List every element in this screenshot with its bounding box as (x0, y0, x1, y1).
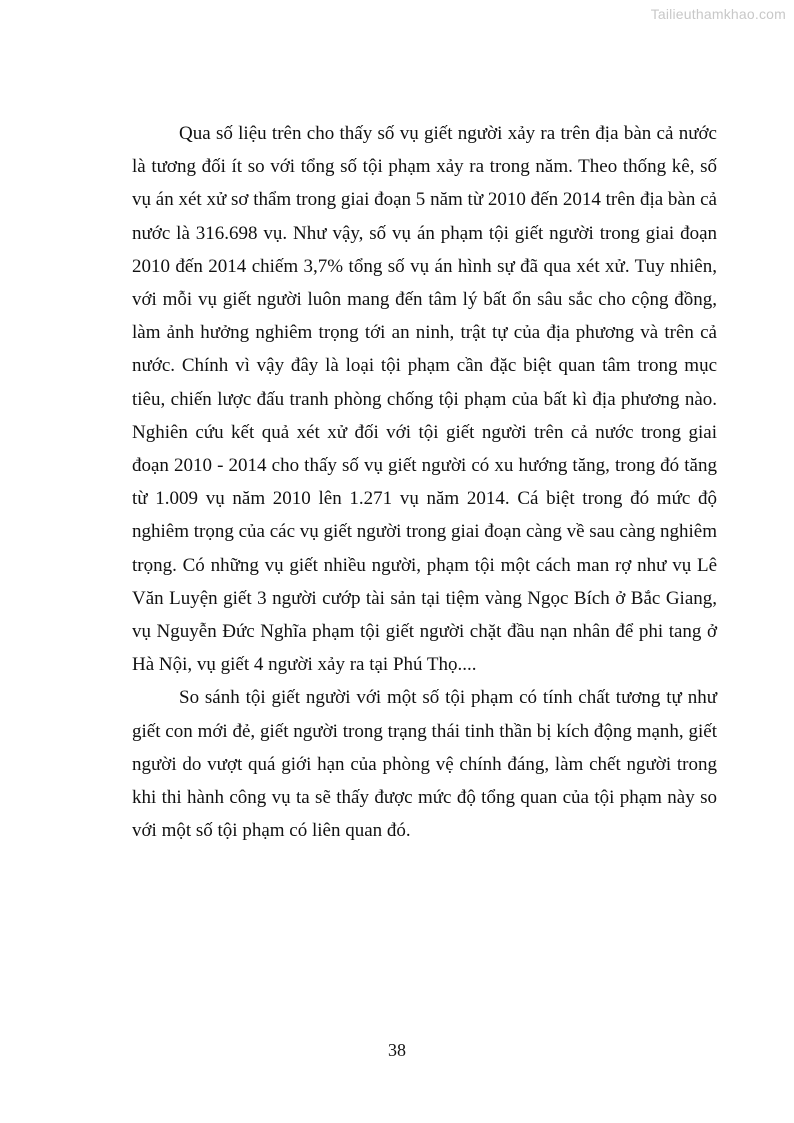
paragraph-comparison: So sánh tội giết người với một số tội phạm có tính chất tương tự như giết con mới đẻ, giết người trong trạng thái tinh thần bị kích động mạnh, giết người do vượt quá giới hạn của phòng vệ chính đáng, làm chết người trong khi thi hành công vụ ta sẽ thấy được mức độ tổng quan của tội phạm này so với một số tội phạm có liên quan đó. (132, 687, 717, 842)
paragraph-statistics: Qua số liệu trên cho thấy số vụ giết người xảy ra trên địa bàn cả nước là tương đối ít so với tổng số tội phạm xảy ra trong năm. Theo thống kê, số vụ án xét xử sơ thẩm trong giai đoạn 5 năm từ 2010 đến 2014 trên địa bàn cả nước là 316.698 vụ. Như vậy, số vụ án phạm tội giết người trong giai đoạn 2010 đến 2014 chiếm 3,7% tổng số vụ án hình sự đã qua xét xử. Tuy nhiên, với mỗi vụ giết người luôn mang đến tâm lý bất ổn sâu sắc cho cộng đồng, làm ảnh hưởng nghiêm trọng tới an ninh, trật tự của địa phương và trên cả nước. Chính vì vậy đây là loại tội phạm cần đặc biệt quan tâm trong mục tiêu, chiến lược đấu tranh phòng chống tội phạm của bất kì địa phương nào. Nghiên cứu kết quả xét xử đối với tội giết người trên cả nước trong giai đoạn 2010 - 2014 cho thấy số vụ giết người có xu hướng tăng, trong đó tăng từ 1.009 vụ năm 2010 lên 1.271 vụ năm 2014. Cá biệt trong đó mức độ nghiêm trọng của các vụ giết người trong giai đoạn càng về sau càng nghiêm trọng. Có những vụ giết nhiều người, phạm tội một cách man rợ như vụ Lê Văn Luyện giết 3 người cướp tài sản tại tiệm vàng Ngọc Bích ở Bắc Giang, vụ Nguyễn Đức Nghĩa phạm tội giết người chặt đầu nạn nhân để phi tang ở Hà Nội, vụ giết 4 người xảy ra tại Phú Thọ.... (132, 123, 717, 676)
page-number: 38 (388, 1040, 406, 1060)
document-body (132, 117, 717, 847)
watermark-text: Tailieuthamkhao.com (650, 6, 786, 22)
